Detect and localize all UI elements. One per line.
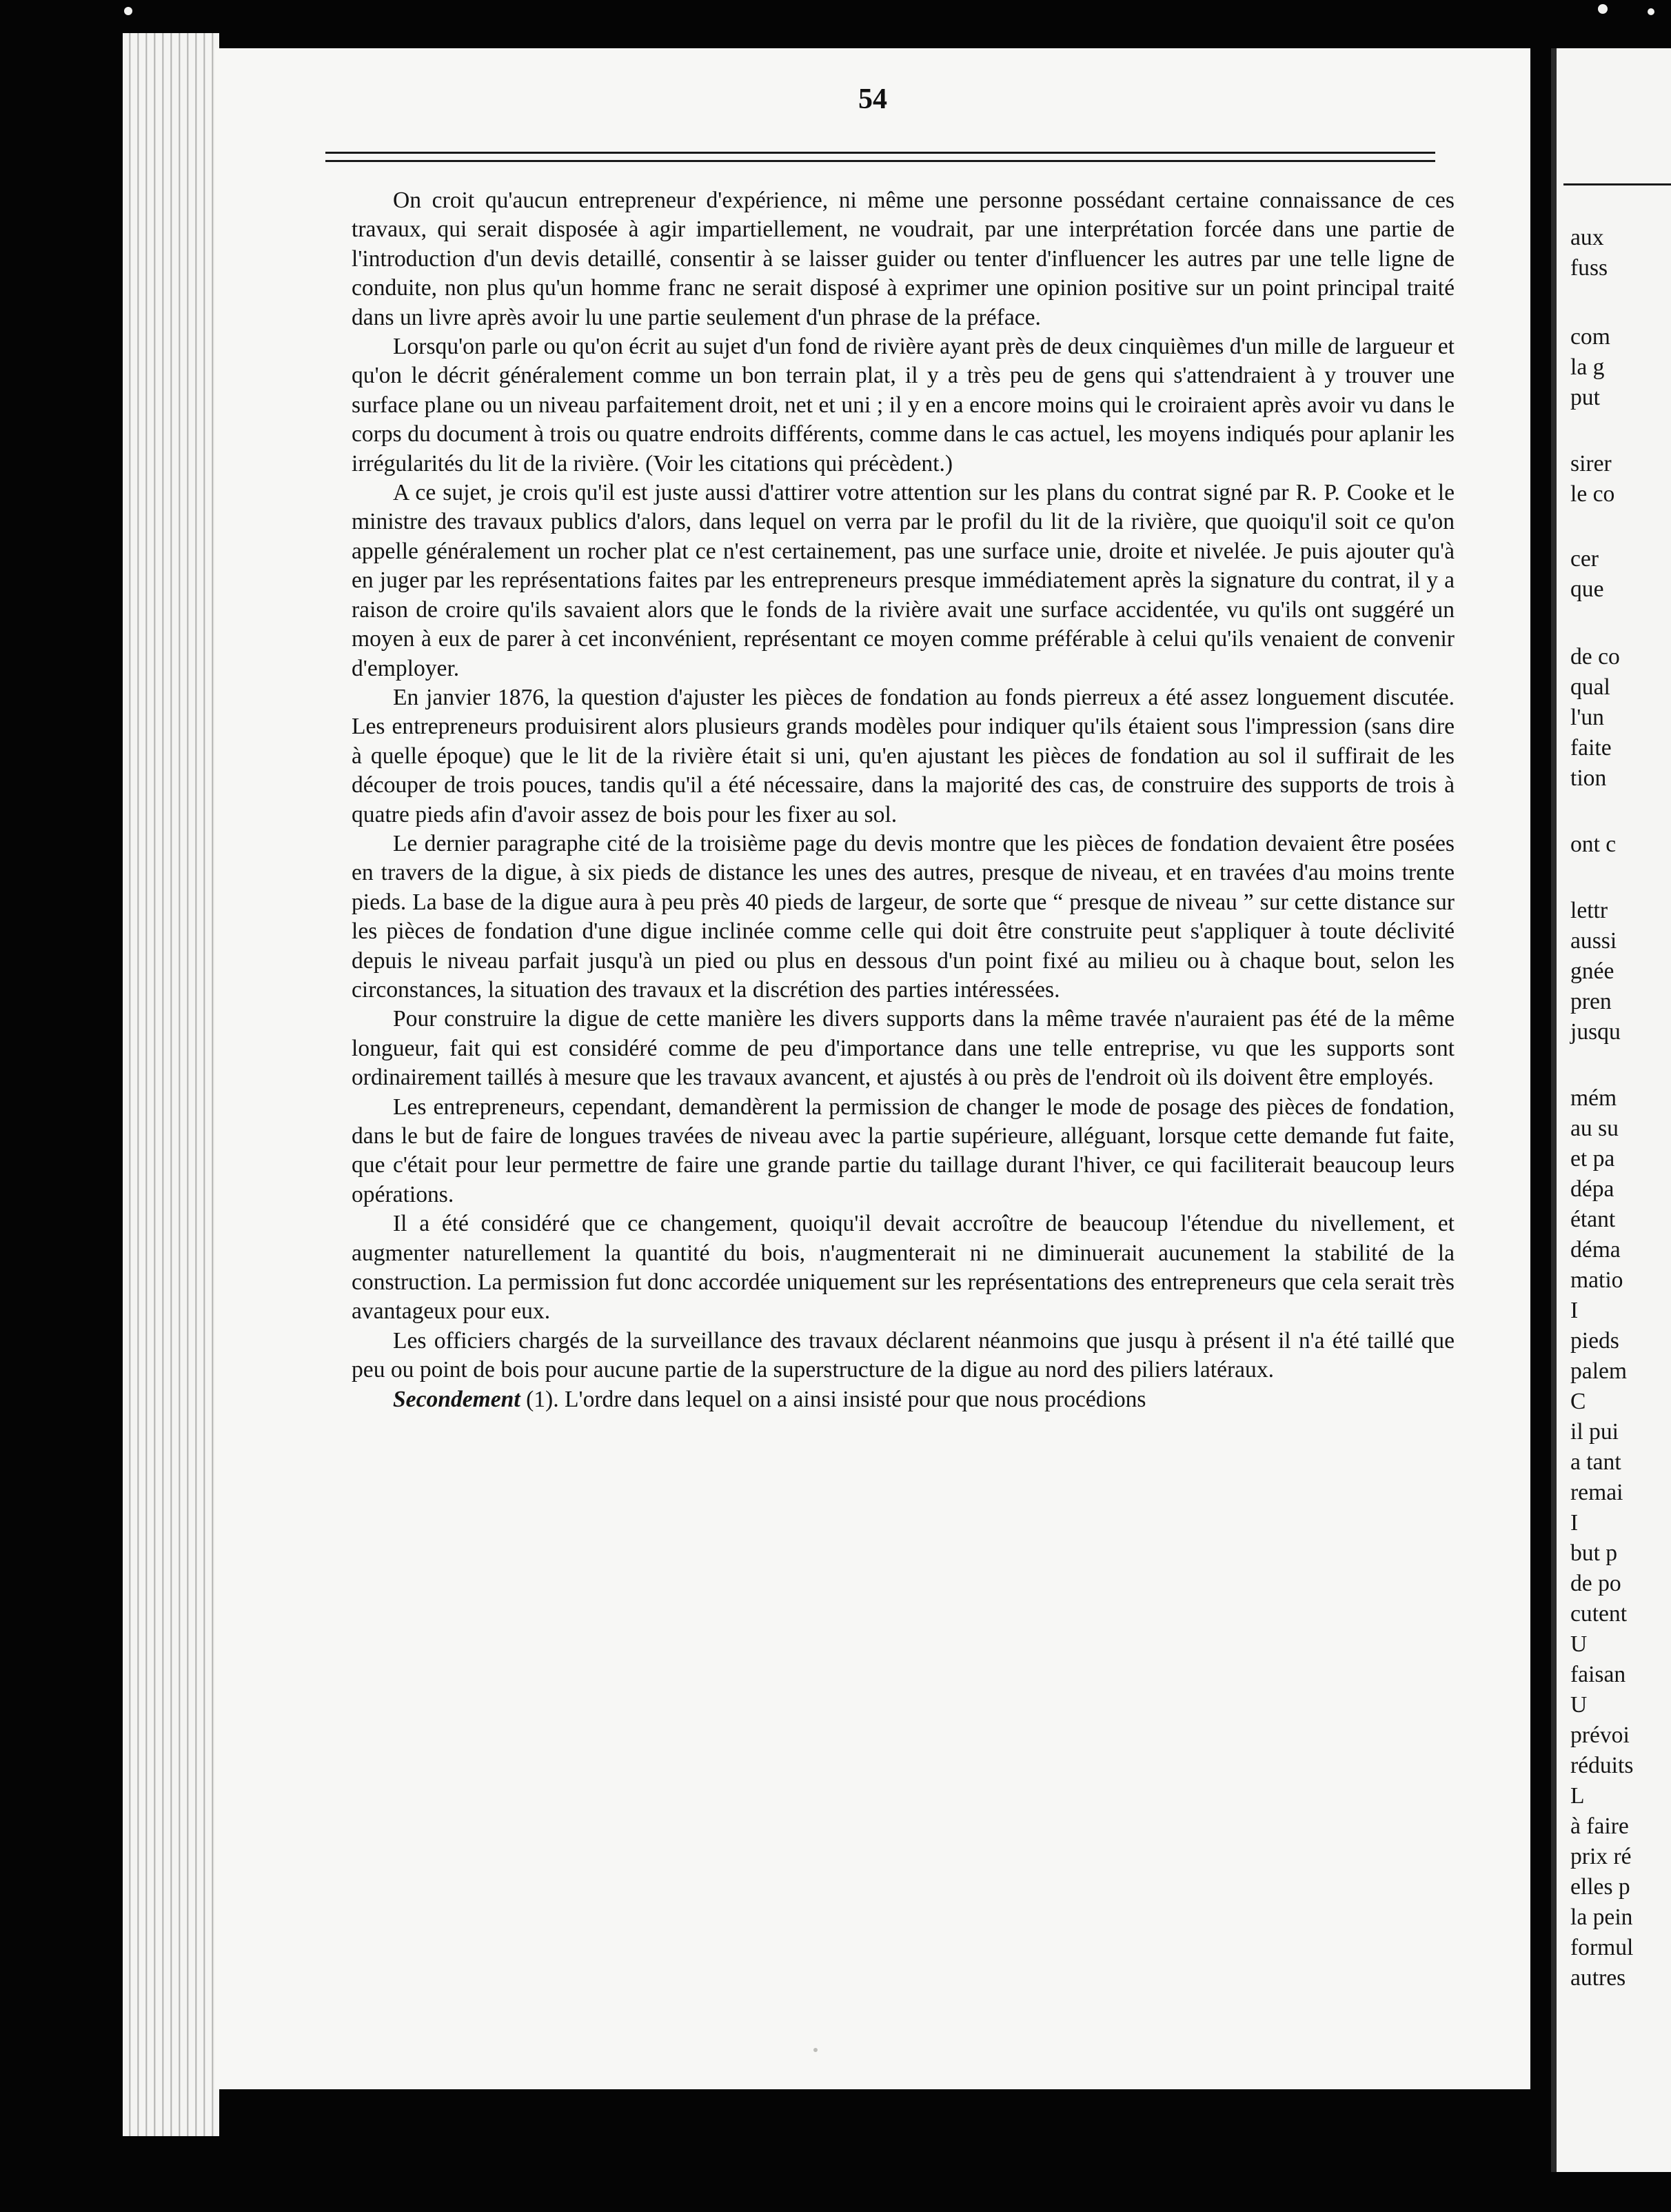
fragment: pieds [1570, 1328, 1619, 1354]
fragment: à faire [1570, 1813, 1629, 1839]
stacked-page-edges [123, 33, 219, 2136]
paragraph: En janvier 1876, la question d'ajuster les pièces de fondation au fonds pierreux a été assez longuement discutée. Les entrepreneurs produisirent alors plusieurs grands modèles pour indiquer qu'ils étaient sous l'impression (sans dire à quelle époque) que le lit de la rivière était si uni, qu'en ajustant les pièces de fondation au sol il suffirait de les découper de trois pouces, tandis qu'il a été nécessaire, dans la majorité des cas, de construire des supports de trois à quatre pieds afin d'avoir assez de bois pour les fixer au sol. [352, 684, 1455, 827]
fragment: but p [1570, 1540, 1618, 1566]
body-text [352, 186, 1455, 1414]
fragment: déma [1570, 1237, 1621, 1263]
fragment: a tant [1570, 1449, 1621, 1475]
fragment: com [1570, 324, 1610, 350]
fragment: L [1570, 1783, 1585, 1809]
fragment: remai [1570, 1480, 1623, 1505]
fragment: l'un [1570, 705, 1604, 730]
paragraph-text: (1). L'ordre dans lequel on a ainsi insisté pour que nous procédions [520, 1386, 1146, 1412]
paragraph: On croit qu'aucun entrepreneur d'expérience, ni même une personne possédant certaine connaissance de ces travaux, qui serait disposée à agir impartiellement, ne voudrait, par une interprétation forcée dans une partie de l'introduction d'un devis detaillé, consentir à se laisser guider ou tenter d'influencer les autres par une telle ligne de conduite, non plus qu'un homme franc ne serait disposé à exprimer une opinion positive sur un point principal traité dans un livre après avoir lu une partie seulement d'un phrase de la préface. [352, 188, 1455, 330]
fragment: cutent [1570, 1601, 1628, 1627]
scan-artifact [124, 7, 132, 15]
fragment: palem [1570, 1358, 1628, 1384]
fragment: matio [1570, 1267, 1623, 1293]
fragment: I [1570, 1510, 1579, 1536]
header-rule-second [325, 160, 1435, 162]
fragment: ont c [1570, 832, 1617, 857]
scan-artifact [1598, 4, 1608, 14]
fragment: dépa [1570, 1176, 1614, 1202]
fragment: C [1570, 1389, 1586, 1414]
paragraph: A ce sujet, je crois qu'il est juste aussi d'attirer votre attention sur les plans du contrat signé par R. P. Cooke et le ministre des travaux publics d'alors, dans lequel on verra par le profil du lit de la rivière, que quoiqu'il soit ce qu'on appelle généralement un rocher plat ce n'est certainement, pas une surface unie, droite et nivelée. Je puis ajouter qu'à en juger par les représentations faites par les entrepreneurs presque immédiatement après la signature du contrat, il y a raison de croire qu'ils savaient alors que le fonds de la rivière avait une surface accidentée, vu qu'ils ont suggéré un moyen à eux de parer à cet inconvénient, représentant ce moyen comme préférable à celui qu'ils venaient de convenir d'employer. [352, 480, 1455, 681]
fragment: I [1570, 1298, 1579, 1323]
fragment: aussi [1570, 928, 1617, 954]
fragment: au su [1570, 1116, 1619, 1141]
paragraph: Le dernier paragraphe cité de la troisième page du devis montre que les pièces de fondation devaient être posées en travers de la digue, à six pieds de distance les unes des autres, presque de niveau, et en travées d'au moins trente pieds. La base de la digue aura à peu près 40 pieds de largeur, de sorte que “ presque de niveau ” sur cette distance sur les pièces de fondation d'une digue inclinée comme celle qui doit être construite peut s'appliquer à toute déclivité depuis le niveau parfait jusqu'à un pied ou plus en dessous d'un point fixé au milieu ou à chaque bout, selon les circonstances, la situation des travaux et la discrétion des parties intéressées. [352, 830, 1455, 1003]
section-marker: Secondement [393, 1386, 520, 1412]
fragment: il pui [1570, 1419, 1619, 1445]
fragment: de po [1570, 1571, 1621, 1596]
fragment: jusqu [1570, 1019, 1621, 1045]
fragment: fuss [1570, 255, 1608, 281]
paragraph-last [352, 1385, 1455, 1414]
fragment: formul [1570, 1935, 1634, 1960]
paragraph: Pour construire la digue de cette manière les divers supports dans la même travée n'auraient pas été de la même longueur, fait qui est considéré comme de peu d'importance dans une telle entreprise, vu que les supports sont ordinairement taillés à mesure que les travaux avancent, et ajustés à ou près de l'endroit où ils doivent être employés. [352, 1006, 1455, 1091]
fragment: cer [1570, 546, 1599, 572]
header-rule [325, 152, 1435, 154]
fragment: elles p [1570, 1874, 1630, 1900]
fragment: sirer [1570, 451, 1612, 476]
fragment: le co [1570, 481, 1615, 507]
fragment: que [1570, 576, 1604, 602]
fragment: tion [1570, 765, 1607, 791]
fragment: prévoi [1570, 1722, 1630, 1748]
paper-speck [813, 2048, 818, 2052]
fragment: réduits [1570, 1753, 1634, 1778]
paragraph: Les entrepreneurs, cependant, demandèrent la permission de changer le mode de posage des pièces de fondation, dans le but de faire de longues travées de niveau avec la partie supérieure, alléguant, lorsque cette demande fut faite, que c'était pour leur permettre de faire une grande partie du taillage durant l'hiver, ce qui faciliterait beaucoup leurs opérations. [352, 1094, 1455, 1207]
adjacent-page [1551, 48, 1671, 2172]
fragment: faite [1570, 735, 1612, 761]
fragment: prix ré [1570, 1844, 1632, 1869]
fragment: put [1570, 385, 1600, 410]
paragraph: Il a été considéré que ce changement, quoiqu'il devait accroître de beaucoup l'étendue du nivellement, et augmenter naturellement la quantité du bois, n'augmenterait ni ne diminuerait aucunement la stabilité de la construction. La permission fut donc accordée uniquement sur les représentations des entrepreneurs que cela serait très avantageux pour eux. [352, 1211, 1455, 1325]
fragment: la g [1570, 354, 1605, 380]
fragment: la pein [1570, 1904, 1633, 1930]
adjacent-header-rule [1563, 183, 1671, 185]
book-page [215, 48, 1530, 2089]
fragment: mém [1570, 1085, 1617, 1111]
fragment: U [1570, 1692, 1588, 1718]
fragment: faisan [1570, 1662, 1626, 1687]
fragment: lettr [1570, 898, 1608, 923]
fragment: autres [1570, 1965, 1626, 1991]
fragment: et pa [1570, 1146, 1615, 1172]
paragraph: Lorsqu'on parle ou qu'on écrit au sujet d'un fond de rivière ayant près de deux cinquièmes d'un mille de largueur et qu'on le décrit généralement comme un bon terrain plat, il y a très peu de gens qui s'attendraient à y trouver une surface plane ou un niveau parfaitement droit, net et uni ; il y en a encore moins qui le croiraient après avoir vu dans le corps du document à trois ou quatre endroits différents, comme dans le cas actuel, les moyens indiqués pour aplanir les irrégularités du lit de la rivière. (Voir les citations qui précèdent.) [352, 334, 1455, 476]
paragraph: Les officiers chargés de la surveillance des travaux déclarent néanmoins que jusqu à présent il n'a été taillé que peu ou point de bois pour aucune partie de la superstructure de la digue au nord des piliers latéraux. [352, 1327, 1455, 1383]
fragment: aux [1570, 225, 1604, 250]
fragment: gnée [1570, 958, 1614, 984]
fragment: étant [1570, 1207, 1616, 1232]
page-number: 54 [858, 83, 887, 115]
binding-shadow [0, 0, 110, 2212]
fragment: pren [1570, 989, 1612, 1014]
scan-artifact [1648, 8, 1654, 15]
fragment: U [1570, 1631, 1588, 1657]
fragment: qual [1570, 674, 1610, 700]
fragment: de co [1570, 644, 1620, 670]
